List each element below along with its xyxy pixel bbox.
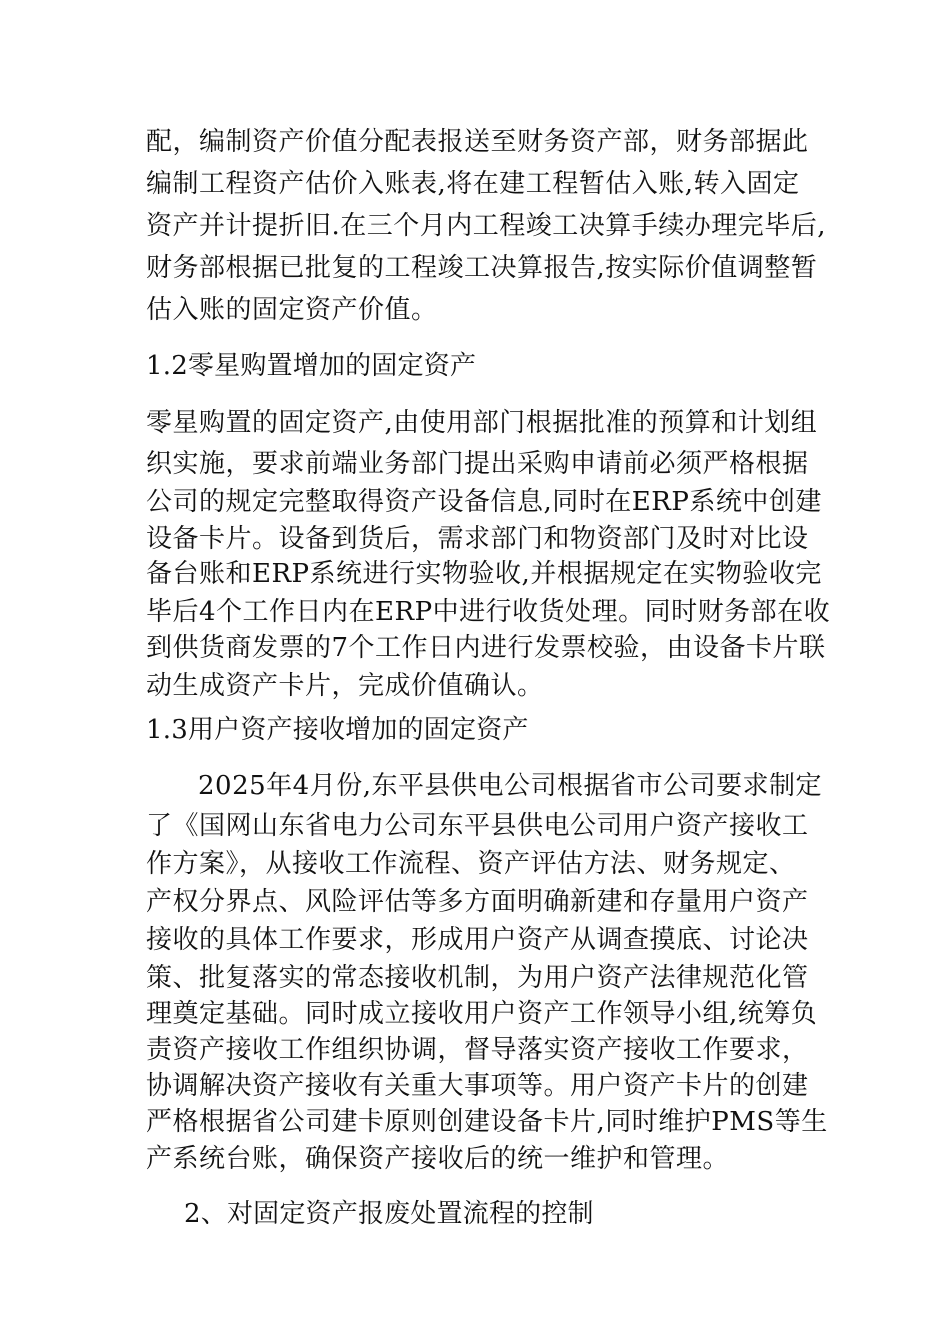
paragraph-2-line-4: 设备卡片。设备到货后，需求部门和物资部门及时对比设 (146, 524, 809, 554)
paragraph-1-line-4: 财务部根据已批复的工程竣工决算报告,按实际价值调整暂 (146, 253, 818, 283)
paragraph-2-line-1: 零星购置的固定资产,由使用部门根据批准的预算和计划组 (146, 408, 818, 438)
paragraph-2-line-7: 到供货商发票的7个工作日内进行发票校验，由设备卡片联 (146, 633, 826, 663)
paragraph-2-line-5: 备台账和ERP系统进行实物验收,并根据规定在实物验收完 (146, 559, 822, 589)
paragraph-3-line-2: 了《国网山东省电力公司东平县供电公司用户资产接收工 (146, 811, 809, 841)
paragraph-3-line-11: 产系统台账，确保资产接收后的统一维护和管理。 (146, 1144, 730, 1174)
paragraph-1-line-3: 资产并计提折旧.在三个月内工程竣工决算手续办理完毕后, (146, 211, 827, 241)
paragraph-3-line-6: 策、批复落实的常态接收机制，为用户资产法律规范化管 (146, 963, 809, 993)
paragraph-1-line-2: 编制工程资产估价入账表,将在建工程暂估入账,转入固定 (146, 169, 800, 199)
paragraph-3-line-3: 作方案》，从接收工作流程、资产评估方法、财务规定、 (146, 849, 796, 879)
paragraph-3-line-5: 接收的具体工作要求，形成用户资产从调查摸底、讨论决 (146, 925, 809, 955)
section-heading-1-2: 1.2零星购置增加的固定资产 (146, 351, 477, 381)
paragraph-2-line-8: 动生成资产卡片，完成价值确认。 (146, 671, 544, 701)
paragraph-2-line-3: 公司的规定完整取得资产设备信息,同时在ERP系统中创建 (146, 487, 822, 517)
paragraph-1-line-1: 配，编制资产价值分配表报送至财务资产部，财务部据此 (146, 127, 809, 157)
paragraph-3-line-9: 协调解决资产接收有关重大事项等。用户资产卡片的创建 (146, 1071, 809, 1101)
paragraph-3-line-10: 严格根据省公司建卡原则创建设备卡片,同时维护PMS等生 (146, 1107, 828, 1137)
paragraph-1-line-5: 估入账的固定资产价值。 (146, 295, 438, 325)
section-heading-2: 2、对固定资产报废处置流程的控制 (184, 1199, 594, 1229)
paragraph-3-line-7: 理奠定基础。同时成立接收用户资产工作领导小组,统筹负 (146, 999, 818, 1029)
paragraph-3-line-1: 2025年4月份,东平县供电公司根据省市公司要求制定 (198, 771, 822, 801)
paragraph-2-line-6: 毕后4个工作日内在ERP中进行收货处理。同时财务部在收 (146, 597, 831, 627)
paragraph-3-line-8: 责资产接收工作组织协调，督导落实资产接收工作要求， (146, 1035, 809, 1065)
paragraph-3-line-4: 产权分界点、风险评估等多方面明确新建和存量用户资产 (146, 887, 809, 917)
section-heading-1-3: 1.3用户资产接收增加的固定资产 (146, 715, 529, 745)
paragraph-2-line-2: 织实施，要求前端业务部门提出采购申请前必须严格根据 (146, 449, 809, 479)
